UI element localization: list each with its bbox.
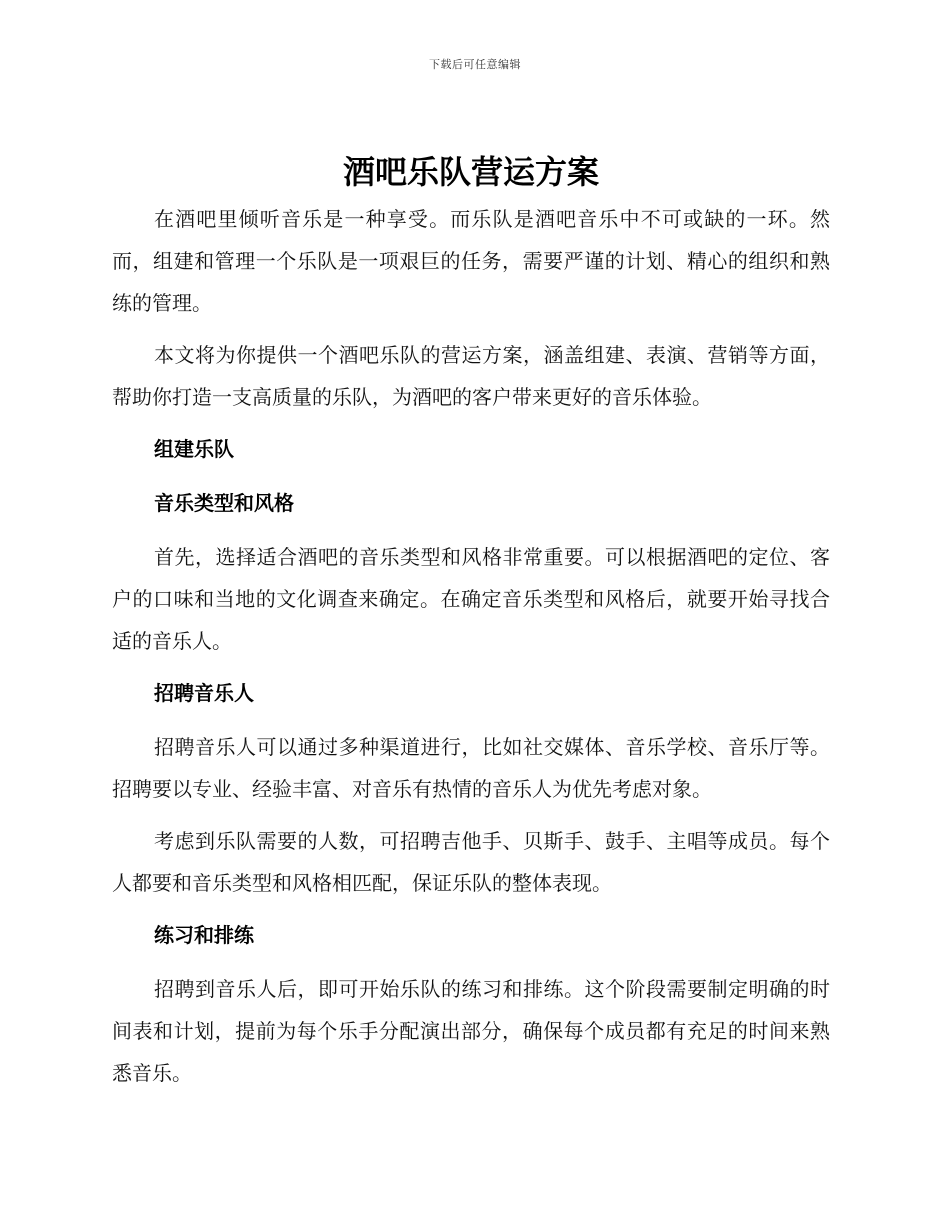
document-body [112, 150, 830, 1104]
subheading-practice-rehearsal: 练习和排练 [154, 923, 254, 947]
subheading-recruit-musicians: 招聘音乐人 [154, 681, 254, 705]
paragraph-band-members: 考虑到乐队需要的人数，可招聘吉他手、贝斯手、鼓手、主唱等成员。每个人都要和音乐类型和风格相匹配，保证乐队的整体表现。 [112, 829, 830, 895]
paragraph-practice-rehearsal: 招聘到音乐人后，即可开始乐队的练习和排练。这个阶段需要制定明确的时间表和计划，提前为每个乐手分配演出部分，确保每个成员都有充足的时间来熟悉音乐。 [112, 977, 830, 1085]
paragraph-intro-2: 本文将为你提供一个酒吧乐队的营运方案，涵盖组建、表演、营销等方面，帮助你打造一支高质量的乐队，为酒吧的客户带来更好的音乐体验。 [112, 343, 830, 409]
section-heading-form-band: 组建乐队 [154, 437, 234, 461]
subheading-music-style: 音乐类型和风格 [154, 491, 294, 515]
paragraph-music-style: 首先，选择适合酒吧的音乐类型和风格非常重要。可以根据酒吧的定位、客户的口味和当地的文化调查来确定。在确定音乐类型和风格后，就要开始寻找合适的音乐人。 [112, 545, 830, 653]
document-title: 酒吧乐队营运方案 [342, 153, 599, 191]
header-note: 下载后可任意编辑 [429, 58, 521, 71]
paragraph-intro-1: 在酒吧里倾听音乐是一种享受。而乐队是酒吧音乐中不可或缺的一环。然而，组建和管理一个乐队是一项艰巨的任务，需要严谨的计划、精心的组织和熟练的管理。 [112, 207, 830, 315]
paragraph-recruit-channels: 招聘音乐人可以通过多种渠道进行，比如社交媒体、音乐学校、音乐厅等。招聘要以专业、经验丰富、对音乐有热情的音乐人为优先考虑对象。 [112, 735, 830, 801]
